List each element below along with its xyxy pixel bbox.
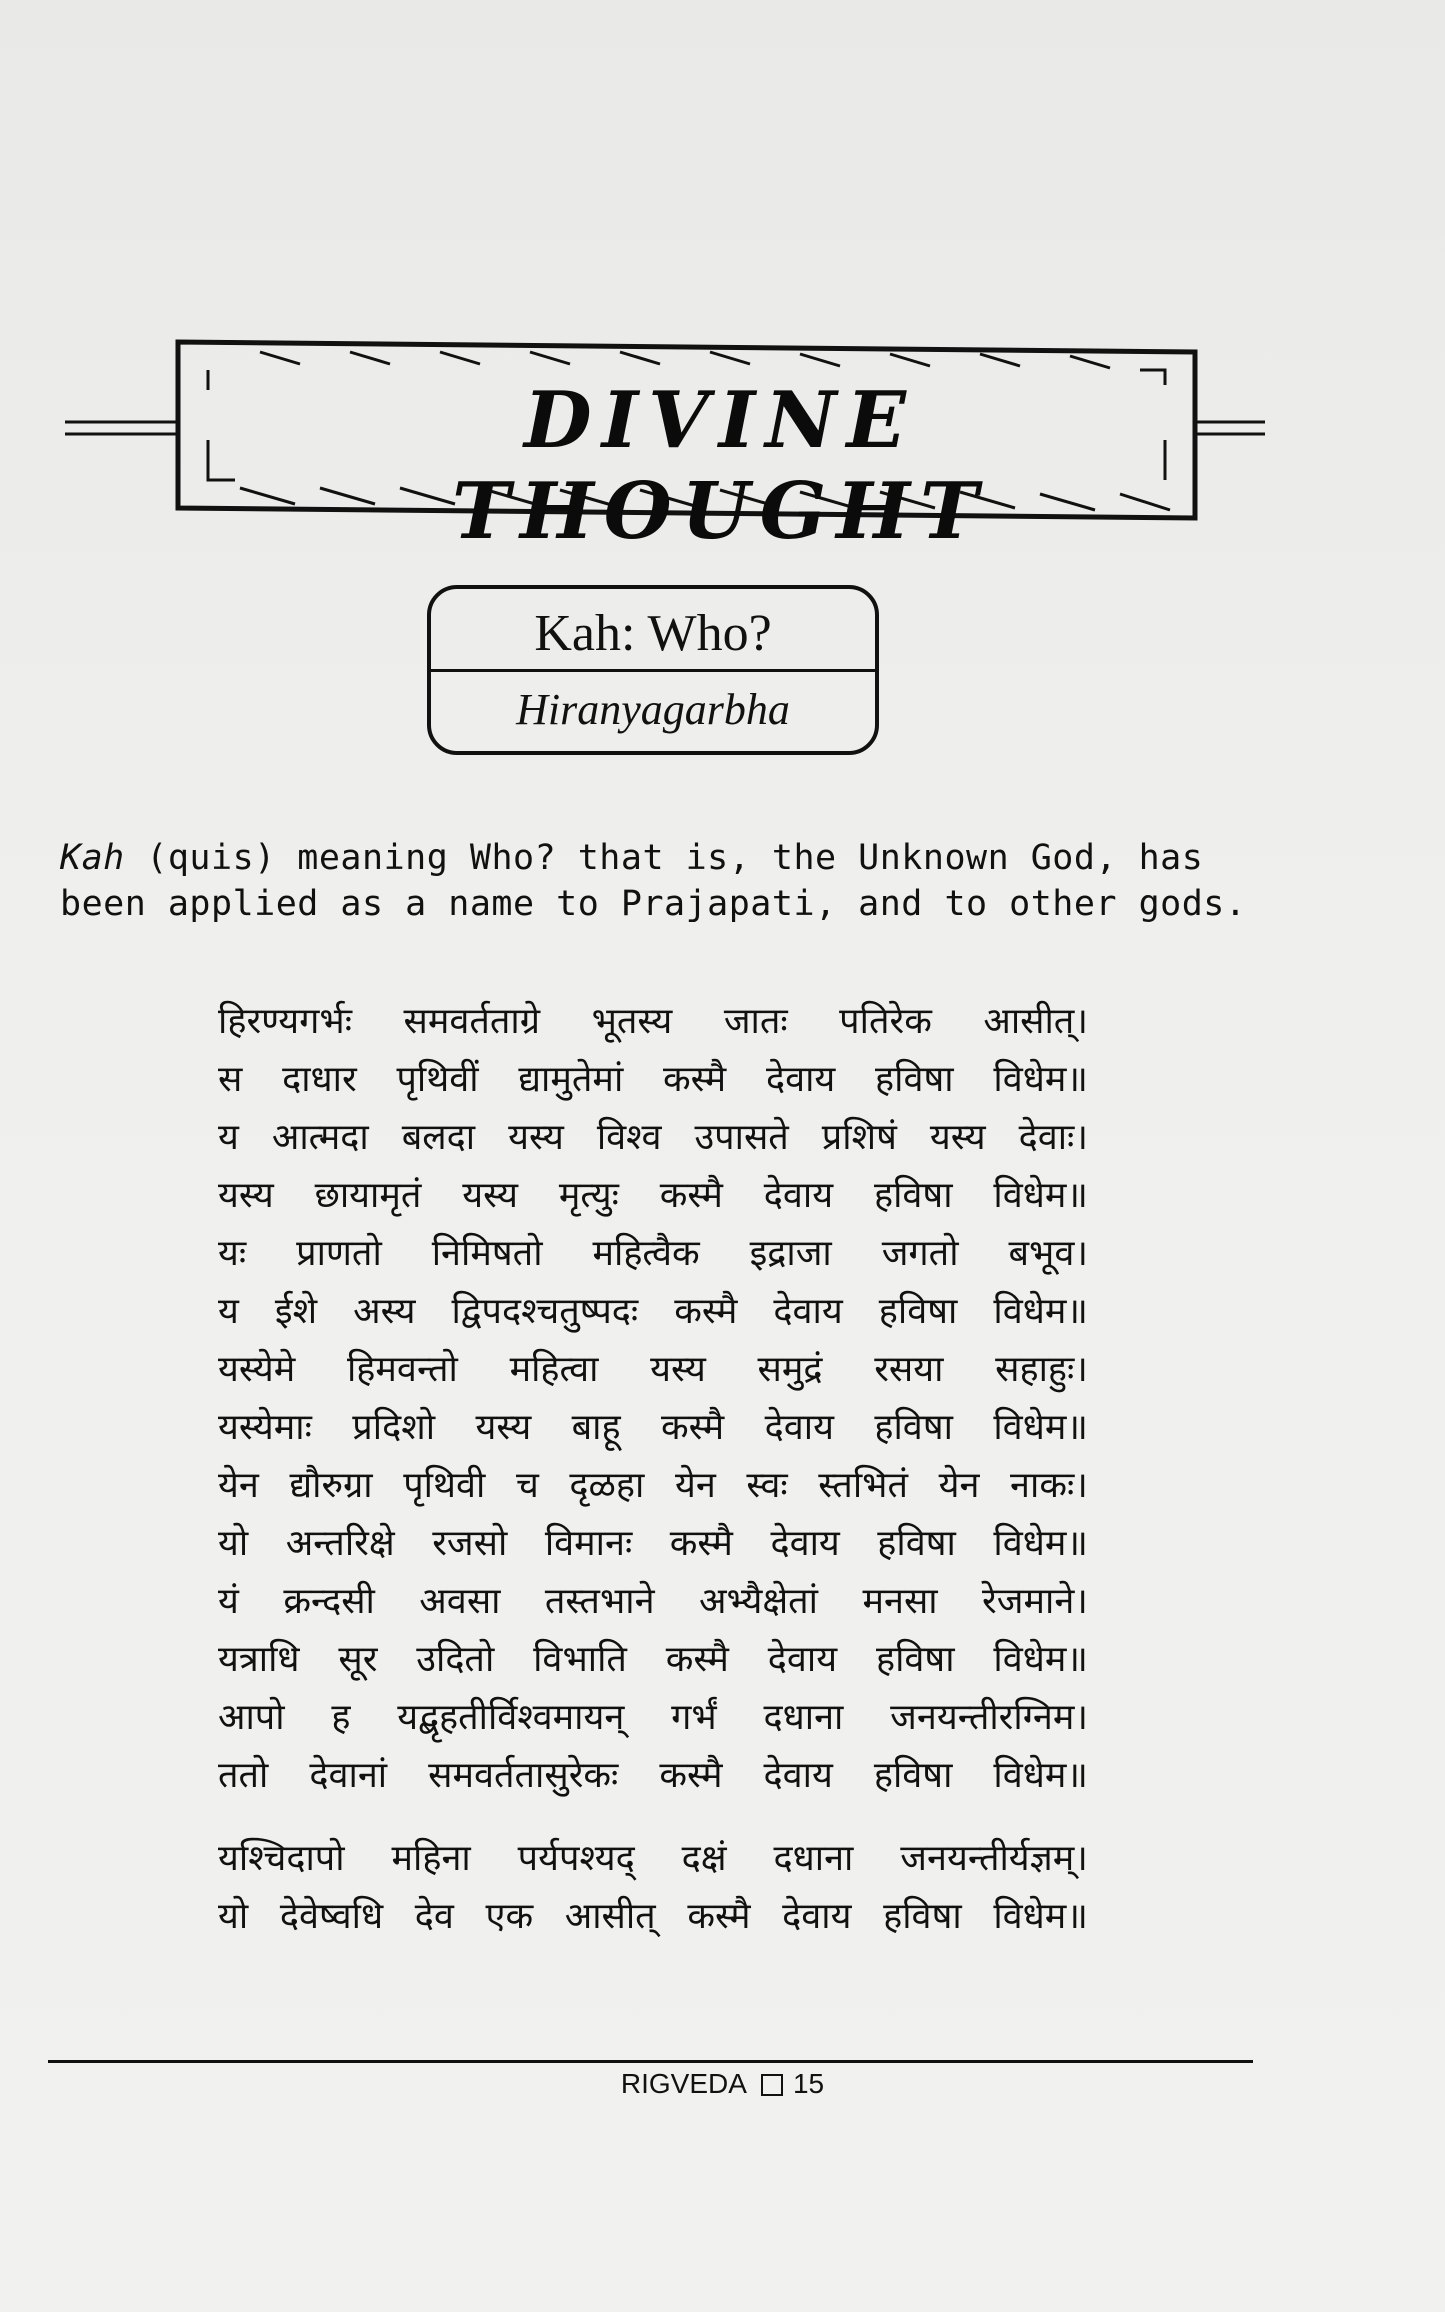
verse-word: विभाति: [533, 1639, 627, 1680]
verse-block: [218, 993, 1088, 1946]
heading-divider: [431, 669, 875, 672]
verse-word: नाकः।: [1010, 1465, 1088, 1506]
verse-word: जगतो: [881, 1233, 959, 1274]
verse-word: महित्वैक: [592, 1233, 700, 1274]
verse-word: कस्मै: [669, 1523, 733, 1564]
verse-word: सूर: [338, 1639, 378, 1680]
verse-word: यस्य: [218, 1175, 274, 1216]
chapter-title: DIVINE THOUGHT: [451, 375, 989, 557]
verse-word: देवाः।: [1018, 1117, 1088, 1158]
verse-word: जनयन्तीर्यज्ञम्।: [900, 1838, 1088, 1879]
verse-word: यस्य: [929, 1117, 986, 1158]
verse-line: [218, 1888, 1088, 1946]
verse-word: आसीत्।: [983, 1001, 1088, 1042]
page-number: 15: [792, 2068, 825, 2099]
verse-word: विधेम॥: [993, 1175, 1088, 1216]
verse-word: हिमवन्तो: [346, 1349, 458, 1390]
verse-word: बाहू: [571, 1407, 621, 1448]
page-footer: [0, 2068, 1445, 2100]
verse-word: यं: [218, 1581, 239, 1622]
verse-word: कस्मै: [663, 1059, 727, 1100]
verse-word: प्रशिषं: [821, 1117, 897, 1158]
verse-line: [218, 993, 1088, 1051]
verse-word: यस्य: [650, 1349, 706, 1390]
verse-word: प्रदिशो: [352, 1407, 436, 1448]
verse-word: यो: [218, 1896, 249, 1937]
verse-word: हविषा: [874, 1407, 953, 1448]
verse-word: पतिरेक: [839, 1001, 932, 1042]
verse-word: स: [218, 1059, 243, 1100]
verse-line: [218, 1830, 1088, 1888]
verse-word: यश्चिदापो: [218, 1838, 345, 1879]
verse-word: अवसा: [419, 1581, 501, 1622]
verse-word: हविषा: [883, 1896, 962, 1937]
verse-word: बलदा: [401, 1117, 476, 1158]
verse-word: क्रन्दसी: [283, 1581, 375, 1622]
verse-word: यस्य: [475, 1407, 532, 1448]
verse-word: हविषा: [875, 1639, 955, 1680]
verse-word: यस्येमाः: [218, 1407, 312, 1448]
verse-word: बभूव।: [1008, 1233, 1088, 1274]
verse-word: विमानः: [544, 1523, 633, 1564]
verse-word: येन: [938, 1465, 980, 1506]
verse-word: येन: [674, 1465, 716, 1506]
verse-word: दधाना: [763, 1697, 844, 1738]
verse-word: य: [218, 1117, 239, 1158]
heading-box: [427, 585, 879, 755]
verse-word: हविषा: [877, 1523, 956, 1564]
verse-line: [218, 1225, 1088, 1283]
verse-word: हिरण्यगर्भः: [218, 1001, 352, 1042]
verse-line: [218, 1341, 1088, 1399]
verse-word: अन्तरिक्षे: [285, 1523, 395, 1564]
verse-word: समुद्रं: [757, 1349, 823, 1390]
verse-word: आसीत्: [564, 1896, 656, 1937]
verse-word: विधेम॥: [993, 1896, 1088, 1937]
verse-word: हविषा: [878, 1291, 958, 1332]
verse-word: यस्य: [508, 1117, 564, 1158]
verse-word: उपासते: [694, 1117, 789, 1158]
verse-word: अस्य: [353, 1291, 416, 1332]
footer-rule: [48, 2060, 1253, 2063]
verse-word: देव: [414, 1896, 454, 1937]
heading-subtitle: Hiranyagarbha: [516, 685, 790, 734]
verse-word: स्वः: [746, 1465, 788, 1506]
footer-book: RIGVEDA: [620, 2068, 747, 2099]
verse-word: द्यामुतेमां: [518, 1059, 624, 1100]
verse-line: [218, 1747, 1088, 1805]
verse-word: अभ्यैक्षेतां: [698, 1581, 819, 1622]
heading-title: Kah: Who?: [534, 605, 772, 662]
verse-word: मनसा: [862, 1581, 938, 1622]
verse-word: ततो: [218, 1755, 269, 1796]
verse-word: कस्मै: [661, 1407, 725, 1448]
verse-word: विधेम॥: [993, 1059, 1088, 1100]
verse-word: दधाना: [773, 1838, 854, 1879]
verse-word: देवाय: [773, 1291, 843, 1332]
verse-word: प्राणतो: [296, 1233, 382, 1274]
verse-word: महित्वा: [509, 1349, 599, 1390]
verse-word: छायामृतं: [314, 1175, 422, 1216]
verse-word: जातः: [723, 1001, 788, 1042]
verse-word: पृथिवीं: [396, 1059, 479, 1100]
verse-word: ईशे: [274, 1291, 318, 1332]
verse-word: यस्येमे: [218, 1349, 296, 1390]
verse-line: [218, 1515, 1088, 1573]
verse-word: समवर्तताग्रे: [403, 1001, 541, 1042]
verse-word: पर्यपश्यद्: [517, 1838, 635, 1879]
verse-word: य: [218, 1291, 239, 1332]
verse-word: द्यौरुग्रा: [289, 1465, 373, 1506]
verse-word: देवाय: [765, 1059, 836, 1100]
verse-word: महिना: [391, 1838, 471, 1879]
verse-word: विश्व: [596, 1117, 662, 1158]
verse-line: [218, 1399, 1088, 1457]
verse-word: तस्तभाने: [544, 1581, 655, 1622]
verse-word: विधेम॥: [993, 1407, 1088, 1448]
intro-text: (quis) meaning Who? that is, the Unknown God, has been applied as a name to Prajapati, and to other gods.: [60, 838, 1247, 924]
verse-word: यत्राधि: [218, 1639, 300, 1680]
intro-term: Kah: [60, 838, 125, 878]
verse-word: हविषा: [875, 1059, 954, 1100]
verse-word: रजसो: [432, 1523, 508, 1564]
verse-word: कस्मै: [687, 1896, 751, 1937]
verse-line: [218, 1631, 1088, 1689]
verse-word: आपो: [218, 1697, 285, 1738]
verse-word: देवानां: [309, 1755, 388, 1796]
verse-word: विधेम॥: [993, 1639, 1088, 1680]
verse-word: हविषा: [873, 1755, 953, 1796]
verse-word: यः: [218, 1233, 247, 1274]
verse-word: स्तभितं: [818, 1465, 908, 1506]
verse-word: यो: [218, 1523, 249, 1564]
verse-word: विधेम॥: [993, 1291, 1088, 1332]
verse-word: कस्मै: [659, 1175, 723, 1216]
verse-word: सहाहुः।: [995, 1349, 1088, 1390]
verse-word: समवर्ततासुरेकः: [428, 1755, 619, 1796]
verse-line: [218, 1283, 1088, 1341]
verse-word: कस्मै: [659, 1755, 723, 1796]
verse-word: देवाय: [763, 1755, 833, 1796]
verse-word: विधेम॥: [993, 1755, 1088, 1796]
verse-word: निमिषतो: [431, 1233, 543, 1274]
verse-word: जनयन्तीरग्निम।: [890, 1697, 1088, 1738]
verse-word: हविषा: [873, 1175, 953, 1216]
verse-word: कस्मै: [665, 1639, 729, 1680]
verse-word: रेजमाने।: [982, 1581, 1088, 1622]
title-banner: [60, 330, 1270, 557]
verse-word: आत्मदा: [271, 1117, 369, 1158]
verse-word: येन: [218, 1465, 259, 1506]
verse-word: रसया: [874, 1349, 944, 1390]
verse-word: दाधार: [282, 1059, 357, 1100]
verse-line: [218, 1167, 1088, 1225]
verse-word: गर्भं: [671, 1697, 717, 1738]
verse-word: उदितो: [416, 1639, 495, 1680]
verse-word: देवाय: [764, 1407, 834, 1448]
verse-word: मृत्युः: [558, 1175, 619, 1216]
verse-word: कस्मै: [674, 1291, 738, 1332]
verse-word: दक्षं: [681, 1838, 727, 1879]
verse-word: पृथिवी: [403, 1465, 486, 1506]
verse-word: एक: [485, 1896, 534, 1937]
intro-paragraph: [60, 835, 1270, 927]
verse-word: दृळहा: [569, 1465, 645, 1506]
verse-word: विधेम॥: [993, 1523, 1088, 1564]
verse-line: [218, 1051, 1088, 1109]
verse-word: यस्य: [462, 1175, 518, 1216]
square-icon: [761, 2074, 783, 2096]
verse-line: [218, 1109, 1088, 1167]
verse-word: भूतस्य: [591, 1001, 673, 1042]
verse-word: देवाय: [763, 1175, 834, 1216]
verse-word: देवाय: [770, 1523, 840, 1564]
verse-line: [218, 1689, 1088, 1747]
verse-word: द्विपदश्चतुष्पदः: [451, 1291, 639, 1332]
verse-word: देवाय: [767, 1639, 838, 1680]
verse-word: देवेष्वधि: [279, 1896, 384, 1937]
verse-line: [218, 1457, 1088, 1515]
verse-word: इद्राजा: [749, 1233, 832, 1274]
verse-line: [218, 1573, 1088, 1631]
verse-word: यद्बृहतीर्विश्वमायन्: [397, 1697, 625, 1738]
verse-word: ह: [331, 1697, 351, 1738]
verse-word: देवाय: [782, 1896, 852, 1937]
verse-word: च: [515, 1465, 539, 1506]
